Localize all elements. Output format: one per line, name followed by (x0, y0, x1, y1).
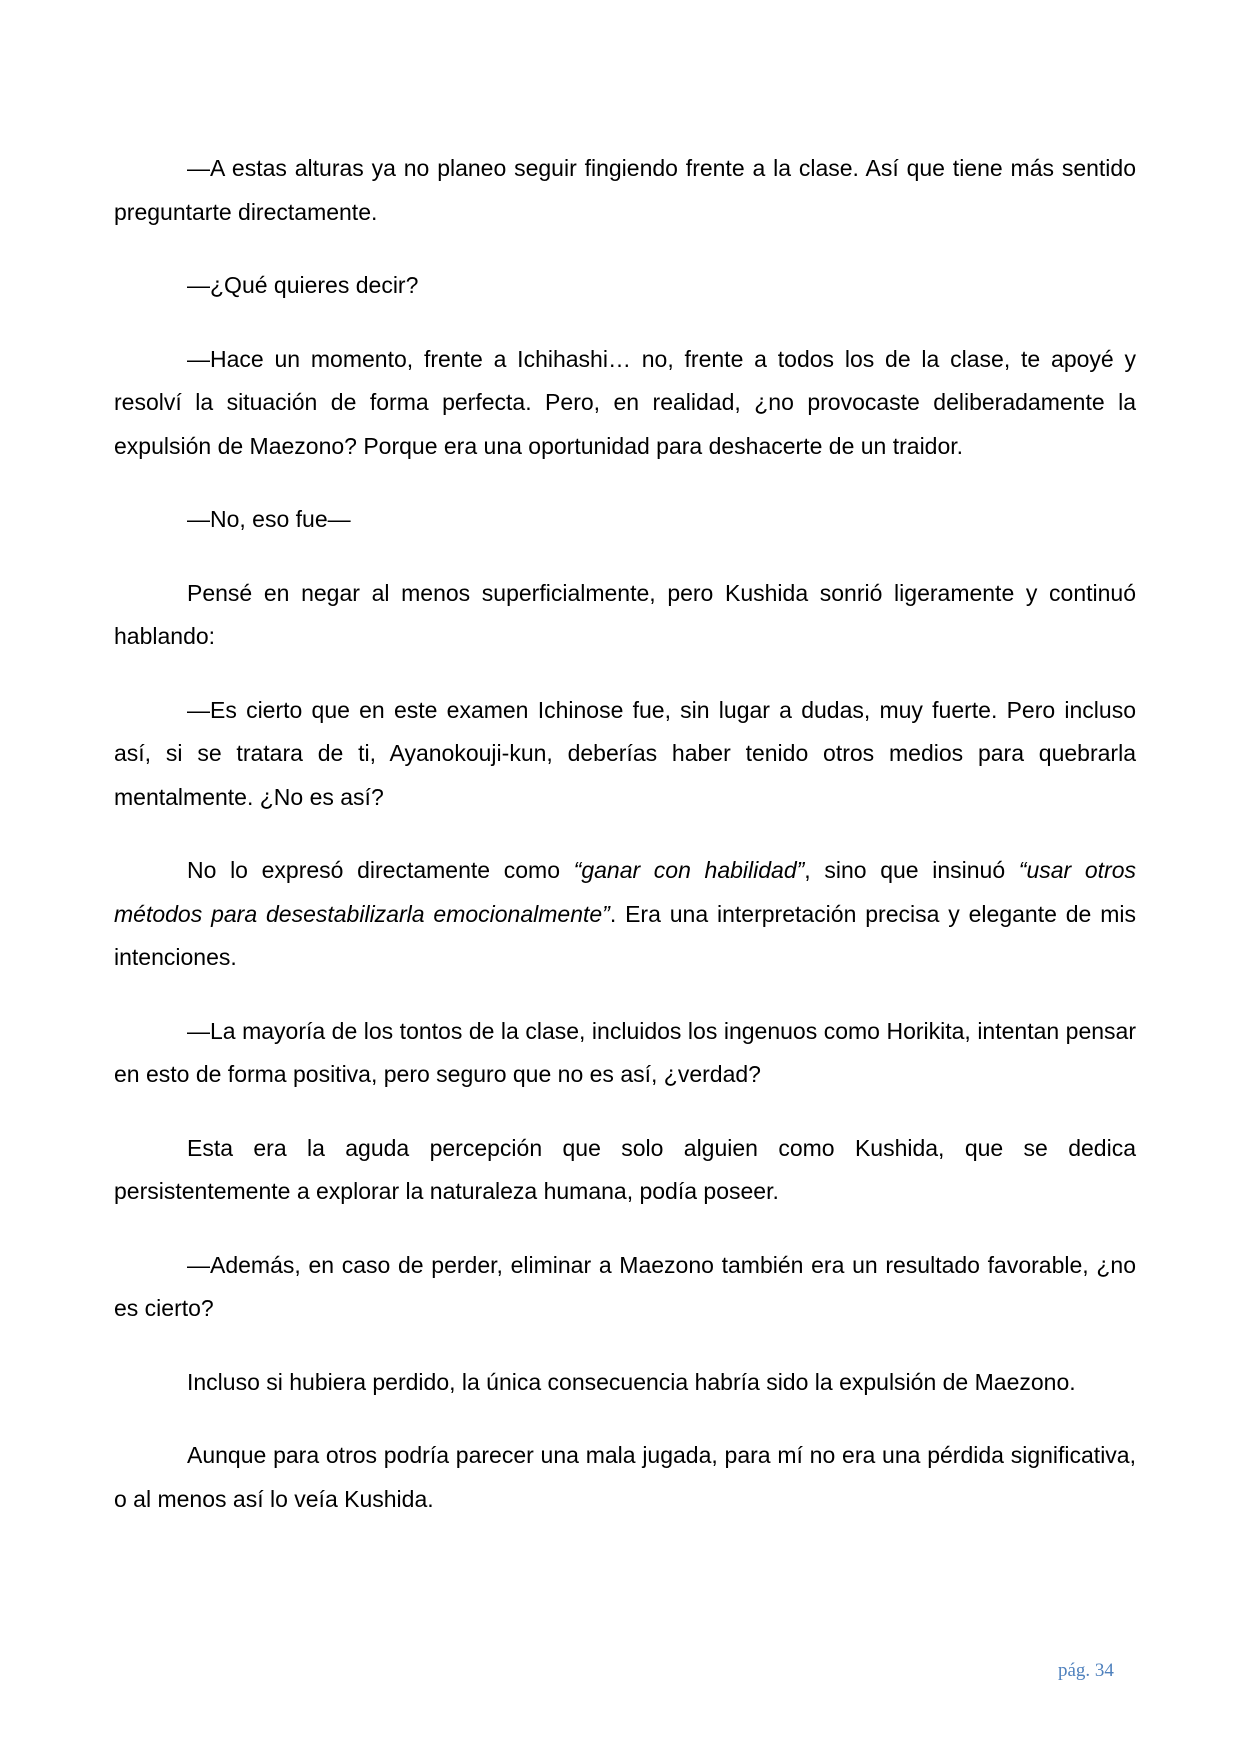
dialogue-text: —A estas alturas ya no planeo seguir fingiendo frente a la clase. Así que tiene más sentido preguntarte directamente. (114, 155, 1136, 225)
dialogue-text: —Hace un momento, frente a Ichihashi… no, frente a todos los de la clase, te apoyé y resolví la situación de forma perfecta. Pero, en realidad, ¿no provocaste deliberadamente la expulsión de Maezono? Porque era una oportunidad para deshacerte de un traidor. (114, 345, 1136, 459)
paragraph (114, 147, 1136, 234)
paragraph (114, 689, 1136, 820)
narration-text: Aunque para otros podría parecer una mala jugada, para mí no era una pérdida significativa, o al menos así lo veía Kushida. (114, 1442, 1136, 1512)
body-text (114, 147, 1136, 1521)
paragraph (114, 1127, 1136, 1214)
page-number: pág. 34 (1058, 1660, 1114, 1681)
dialogue-text: —Es cierto que en este examen Ichinose fue, sin lugar a dudas, muy fuerte. Pero incluso así, si se tratara de ti, Ayanokouji-kun, deberías haber tenido otros medios para quebrarla mentalmente. ¿No es así? (114, 696, 1136, 810)
paragraph (114, 1244, 1136, 1331)
dialogue-text: —Además, en caso de perder, eliminar a Maezono también era un resultado favorable, ¿no es cierto? (114, 1251, 1136, 1321)
narration-text: , sino que insinuó (804, 857, 1019, 883)
paragraph (114, 572, 1136, 659)
paragraph (114, 1010, 1136, 1097)
paragraph (114, 849, 1136, 980)
paragraph (114, 498, 1136, 542)
paragraph (114, 1361, 1136, 1405)
narration-text: . Era una interpretación precisa y elegante de mis intenciones. (114, 900, 1136, 970)
narration-text: Esta era la aguda percepción que solo alguien como Kushida, que se dedica persistentemente a explorar la naturaleza humana, podía poseer. (114, 1134, 1136, 1204)
dialogue-text: —¿Qué quieres decir? (187, 272, 419, 298)
paragraph (114, 1434, 1136, 1521)
paragraph (114, 264, 1136, 308)
italic-quote: “usar otros métodos para desestabilizarla emocionalmente” (114, 857, 1136, 927)
narration-text: Incluso si hubiera perdido, la única consecuencia habría sido la expulsión de Maezono. (187, 1368, 1076, 1395)
dialogue-text: —No, eso fue— (187, 506, 351, 532)
dialogue-text: —La mayoría de los tontos de la clase, incluidos los ingenuos como Horikita, intentan pensar en esto de forma positiva, pero seguro que no es así, ¿verdad? (114, 1017, 1136, 1087)
narration-text: No lo expresó directamente como (187, 857, 574, 883)
narration-text: Pensé en negar al menos superficialmente, pero Kushida sonrió ligeramente y continuó hablando: (114, 579, 1136, 649)
paragraph (114, 338, 1136, 469)
italic-quote: “ganar con habilidad” (573, 857, 805, 883)
